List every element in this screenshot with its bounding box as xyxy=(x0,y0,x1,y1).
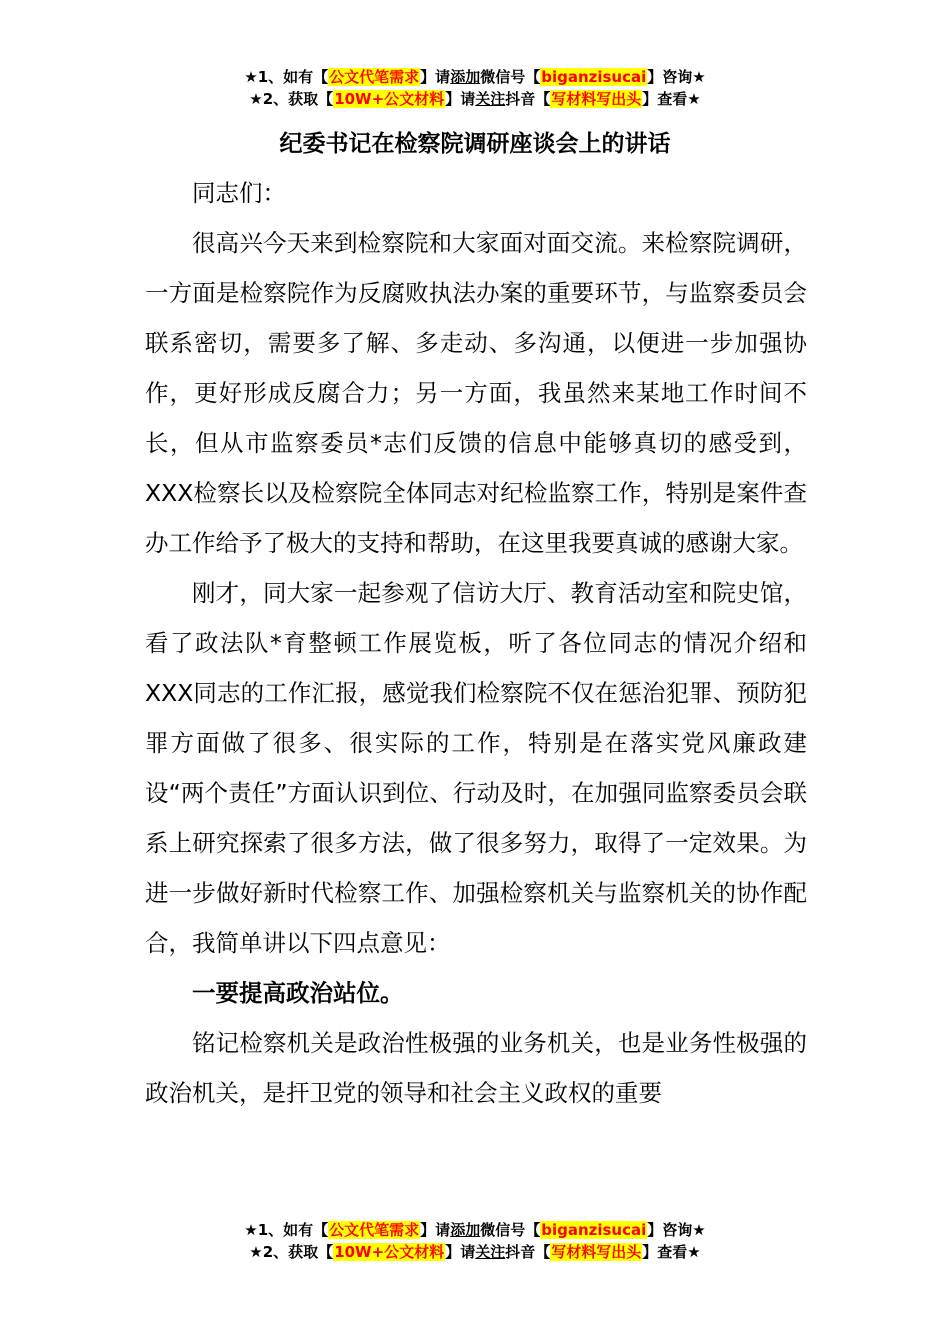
promo-line-2: ★2、获取【10W+公文材料】请关注抖音【写材料写出头】查看★ xyxy=(249,90,701,108)
paragraph: 铭记检察机关是政治性极强的业务机关，也是业务性极强的政治机关，是扞卫党的领导和社会主义政权的重要 xyxy=(145,1029,807,1107)
promo-highlight: 公文代笔需求 xyxy=(329,1221,420,1239)
promo-highlight: 公文代笔需求 xyxy=(329,68,420,86)
document-body xyxy=(145,168,807,1118)
promo-highlight: 10W+公文材料 xyxy=(334,90,445,108)
salutation: 同志们： xyxy=(192,179,286,207)
promo-highlight: 写材料写出头 xyxy=(551,1243,642,1261)
promo-line-2: ★2、获取【10W+公文材料】请关注抖音【写材料写出头】查看★ xyxy=(249,1243,701,1261)
document-title: 纪委书记在检察院调研座谈会上的讲话 xyxy=(279,131,671,157)
promo-line-1: ★1、如有【公文代笔需求】请添加微信号【biganzisucai】咨询★ xyxy=(244,1221,706,1239)
promo-highlight: biganzisucai xyxy=(541,68,647,86)
promo-highlight: biganzisucai xyxy=(541,1221,647,1239)
promo-highlight: 写材料写出头 xyxy=(551,90,642,108)
promo-footer xyxy=(0,1219,950,1263)
paragraph: 刚才，同大家一起参观了信访大厅、教育活动室和院史馆，看了政法队*育整顿工作展览板，听了各位同志的情况介绍和XXX同志的工作汇报，感觉我们检察院不仅在惩治犯罪、预防犯罪方面做了很多、很实际的工作，特别是在落实党风廉政建设“两个责任”方面认识到位、行动及时，在加强同监察委员会联系上研究探索了很多方法，做了很多努力，取得了一定效果。为进一步做好新时代检察工作、加强检察机关与监察机关的协作配合，我简单讲以下四点意见： xyxy=(145,579,807,957)
promo-line-1: ★1、如有【公文代笔需求】请添加微信号【biganzisucai】咨询★ xyxy=(244,68,706,86)
promo-header xyxy=(0,66,950,110)
promo-highlight: 10W+公文材料 xyxy=(334,1243,445,1261)
section-heading: 一要提高政治站位。 xyxy=(192,979,404,1007)
paragraph: 很高兴今天来到检察院和大家面对面交流。来检察院调研，一方面是检察院作为反腐败执法办案的重要环节，与监察委员会联系密切，需要多了解、多走动、多沟通，以便进一步加强协作，更好形成反腐合力；另一方面，我虽然来某地工作时间不长，但从市监察委员*志们反馈的信息中能够真切的感受到，XXX检察长以及检察院全体同志对纪检监察工作，特别是案件查办工作给予了极大的支持和帮助，在这里我要真诚的感谢大家。 xyxy=(145,229,807,557)
